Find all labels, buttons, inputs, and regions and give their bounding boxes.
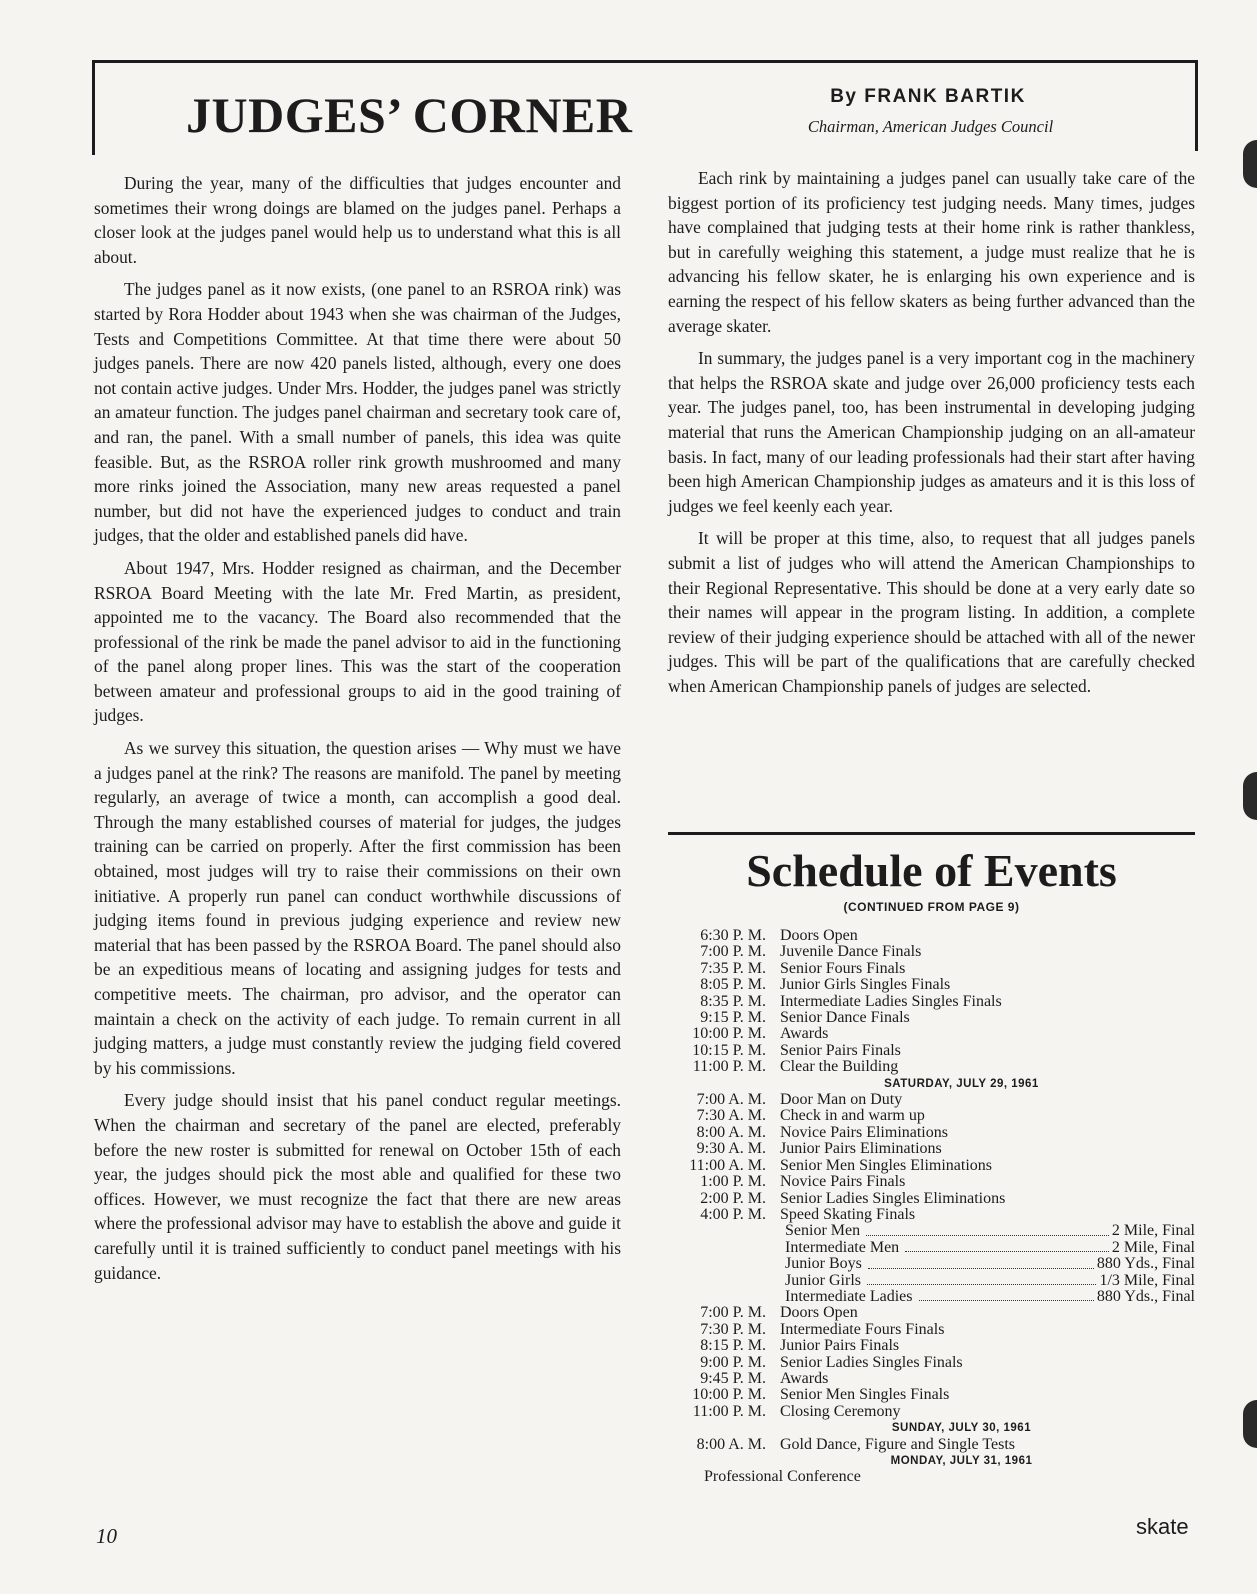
speed-event-distance: 1/3 Mile, Final — [1099, 1271, 1195, 1289]
speed-final-row — [668, 1273, 1195, 1289]
schedule-time: 7:30 P. M. — [700, 1320, 766, 1338]
schedule-time: 9:30 A. M. — [696, 1140, 766, 1158]
binding-hole — [1243, 1400, 1257, 1448]
schedule-row — [668, 1174, 1195, 1190]
schedule-row — [668, 944, 1195, 960]
speed-event-distance: 880 Yds., Final — [1096, 1287, 1195, 1305]
dot-leader — [868, 1256, 1094, 1268]
schedule-time: 7:30 A. M. — [696, 1107, 766, 1125]
speed-event-name: Intermediate Ladies — [785, 1287, 913, 1305]
schedule-time: 11:00 P. M. — [692, 1402, 766, 1420]
article-paragraph: The judges panel as it now exists, (one panel to an RSROA rink) was started by Rora Hodder about 1943 when she was chairman of the Judges, Tests and Competitions Committee. At that time there were about 50 judges panels. There are now 420 panels listed, although, every one does not contain active judges. Under Mrs. Hodder, the judges panel was strictly an amateur function. The judges panel chairman and secretary took care of, and ran, the panel. With a small number of panels, this idea was quite feasible. But, as the RSROA roller rink growth mushroomed and many more rinks joined the Association, many new areas requested a panel number, but did not have the experienced judges to conduct and train judges, that the older and established panels did have. — [94, 279, 621, 546]
schedule-event: Junior Pairs Eliminations — [780, 1140, 942, 1158]
schedule-list — [668, 928, 1195, 1486]
schedule-row — [668, 1191, 1195, 1207]
schedule-event: Doors Open — [780, 927, 858, 944]
article-paragraph: About 1947, Mrs. Hodder resigned as chairman, and the December RSROA Board Meeting with the late Mr. Fred Martin, as president, appointed me to the vacancy. The Board also recommended that the professional of the rink be made the panel advisor to aid in the functioning of the panel along proper lines. This was the start of the cooperation between amateur and professional groups to aid in the good training of judges. — [94, 557, 621, 726]
speed-final-row — [668, 1256, 1195, 1272]
speed-event-distance: 2 Mile, Final — [1111, 1238, 1195, 1256]
schedule-event: Senior Fours Finals — [780, 959, 906, 977]
binding-hole — [1243, 772, 1257, 820]
schedule-row — [668, 961, 1195, 977]
schedule-event: Novice Pairs Eliminations — [780, 1123, 948, 1141]
speed-event-name: Senior Men — [785, 1222, 861, 1240]
schedule-time: 11:00 P. M. — [692, 1058, 766, 1076]
section-divider — [668, 832, 1195, 835]
schedule-row — [668, 1158, 1195, 1174]
schedule-event: Check in and warm up — [780, 1107, 925, 1125]
schedule-event: Juvenile Dance Finals — [780, 943, 922, 961]
speed-event-distance: 2 Mile, Final — [1111, 1222, 1195, 1240]
dot-leader — [867, 1273, 1096, 1285]
schedule-time: 7:00 P. M. — [700, 1304, 766, 1322]
article-paragraph: It will be proper at this time, also, to request that all judges panels submit a list of judges who will attend the American Championships to their Regional Representative. This should be done at a very early date so their names will appear in the program listing. In addition, a complete review of their judging experience should be attached with all of the newer judges. This will be part of the qualifications that are carefully checked when American Championship panels of judges are selected. — [668, 528, 1195, 696]
schedule-event: Novice Pairs Finals — [780, 1173, 906, 1191]
schedule-time: 7:00 A. M. — [696, 1091, 766, 1109]
schedule-event: Junior Girls Singles Finals — [780, 976, 951, 994]
schedule-event: Awards — [780, 1369, 829, 1387]
article-paragraph: Every judge should insist that his panel conduct regular meetings. When the chairman and secretary of the panel are elected, preferably before the new roster is submitted for renewal on October 15th of each year, the judges should pick the most able and qualified for these two offices. However, we must recognize the fact that there are new areas where the professional advisor may have to establish the above and guide it carefully until it is trained sufficiently to conduct panel meetings with his guidance. — [94, 1090, 621, 1283]
schedule-row — [668, 1043, 1195, 1059]
schedule-time: 1:00 P. M. — [700, 1173, 766, 1191]
speed-final-row — [668, 1240, 1195, 1256]
speed-event-name: Intermediate Men — [785, 1238, 900, 1256]
schedule-time: 8:00 A. M. — [696, 1123, 766, 1141]
article-paragraph: As we survey this situation, the question arises — Why must we have a judges panel at the rink? The reasons are manifold. The panel by meeting regularly, an average of twice a month, can accomplish a good deal. Through the many established courses of material for judges, the judges training can be carried on properly. After the first commission has been obtained, most judges will try to raise their commissions on their own initiative. A properly run panel can conduct worthwhile discussions of judging items found in previous judging experience and review new material that has been passed by the RSROA Board. The panel should also be an expeditious means of locating and assigning judges for tests and competitive meets. The chairman, pro advisor, and the operator can maintain a check on the activity of each judge. To remain current in all judging matters, a judge must constantly review the judging field covered by his commissions. — [94, 738, 621, 1078]
schedule-event: Intermediate Fours Finals — [780, 1320, 945, 1338]
schedule-time: 9:15 P. M. — [700, 1009, 766, 1027]
schedule-row — [668, 1125, 1195, 1141]
schedule-event: Doors Open — [780, 1304, 858, 1322]
schedule-time: 10:00 P. M. — [692, 1025, 766, 1043]
speed-event-name: Junior Girls — [785, 1271, 861, 1289]
schedule-row — [668, 1141, 1195, 1157]
schedule-event: Junior Pairs Finals — [780, 1337, 900, 1355]
schedule-row — [668, 994, 1195, 1010]
dot-leader — [905, 1240, 1109, 1252]
schedule-time: 11:00 A. M. — [689, 1156, 766, 1174]
schedule-event: Awards — [780, 1025, 829, 1043]
schedule-event: Door Man on Duty — [780, 1091, 903, 1109]
schedule-time: 9:00 P. M. — [700, 1353, 766, 1371]
article-paragraph: During the year, many of the difficulties that judges encounter and sometimes their wrong doings are blamed on the judges panel. Perhaps a closer look at the judges panel would help us to understand what this is all about. — [94, 173, 621, 267]
schedule-row — [668, 1092, 1195, 1108]
schedule-row — [668, 1305, 1195, 1321]
schedule-time: 8:05 P. M. — [700, 976, 766, 994]
schedule-row — [668, 1059, 1195, 1075]
schedule-event: Speed Skating Finals — [780, 1205, 916, 1223]
article-paragraph: In summary, the judges panel is a very important cog in the machinery that helps the RSROA skate and judge over 26,000 proficiency tests each year. The judges panel, too, has been instrumental in developing judging material that runs the American Championship judging on an all-amateur basis. In fact, many of our leading professionals had their start after having been high American Championship judges as amateurs and it is this loss of judges we feel keenly each year. — [668, 348, 1195, 516]
schedule-row — [668, 1387, 1195, 1403]
magazine-name: skate — [1136, 1514, 1189, 1539]
schedule-time: 8:35 P. M. — [700, 992, 766, 1010]
schedule-time: 6:30 P. M. — [700, 927, 766, 944]
schedule-day-heading: SUNDAY, JULY 30, 1961 — [891, 1422, 1032, 1435]
continued-note: (CONTINUED FROM PAGE 9) — [843, 900, 1020, 914]
schedule-event: Clear the Building — [780, 1058, 899, 1076]
dot-leader — [866, 1223, 1109, 1235]
schedule-event: Closing Ceremony — [780, 1402, 901, 1420]
schedule-row — [668, 1437, 1195, 1453]
schedule-row — [668, 1338, 1195, 1354]
schedule-event: Senior Pairs Finals — [780, 1041, 901, 1059]
schedule-row — [668, 1404, 1195, 1420]
schedule-row — [668, 1010, 1195, 1026]
schedule-row — [668, 977, 1195, 993]
schedule-row — [668, 1026, 1195, 1042]
binding-hole — [1243, 140, 1257, 188]
schedule-row — [668, 1355, 1195, 1371]
schedule-event: Senior Men Singles Eliminations — [780, 1156, 992, 1174]
schedule-event: Gold Dance, Figure and Single Tests — [780, 1435, 1015, 1453]
article-column-left — [94, 171, 621, 1293]
schedule-row — [668, 1322, 1195, 1338]
schedule-time: 2:00 P. M. — [700, 1189, 766, 1207]
schedule-row — [668, 1108, 1195, 1124]
schedule-row — [668, 928, 1195, 944]
schedule-time: 7:35 P. M. — [700, 959, 766, 977]
schedule-final-item: Professional Conference — [704, 1468, 861, 1486]
article-column-right — [668, 166, 1195, 706]
author-role: Chairman, American Judges Council — [807, 117, 1054, 136]
page-number: 10 — [96, 1524, 117, 1548]
schedule-row — [668, 1207, 1195, 1223]
speed-event-distance: 880 Yds., Final — [1096, 1255, 1195, 1273]
schedule-time: 9:45 P. M. — [700, 1369, 766, 1387]
schedule-time: 7:00 P. M. — [700, 943, 766, 961]
schedule-event: Senior Dance Finals — [780, 1009, 910, 1027]
schedule-time: 10:00 P. M. — [692, 1386, 766, 1404]
speed-event-name: Junior Boys — [785, 1255, 862, 1273]
schedule-event: Senior Men Singles Finals — [780, 1386, 950, 1404]
dot-leader — [919, 1289, 1094, 1301]
schedule-event: Senior Ladies Singles Eliminations — [780, 1189, 1006, 1207]
schedule-title: Schedule of Events — [746, 845, 1117, 896]
schedule-day-heading: SATURDAY, JULY 29, 1961 — [884, 1077, 1039, 1090]
schedule-row — [668, 1371, 1195, 1387]
schedule-time: 10:15 P. M. — [692, 1041, 766, 1059]
schedule-time: 4:00 P. M. — [700, 1205, 766, 1223]
speed-final-row — [668, 1223, 1195, 1239]
page-title: JUDGES’ CORNER — [186, 87, 633, 143]
article-paragraph: Each rink by maintaining a judges panel can usually take care of the biggest portion of its proficiency test judging needs. Many times, judges have complained that judging tests at their home rink is rather thankless, but in carefully weighing this statement, a judge must realize that he is advancing his fellow skater, he is enlarging his own experience and is earning the respect of his fellow skaters as being further advanced than the average skater. — [668, 168, 1195, 336]
schedule-event: Intermediate Ladies Singles Finals — [780, 992, 1002, 1010]
speed-final-row — [668, 1289, 1195, 1305]
schedule-event: Senior Ladies Singles Finals — [780, 1353, 963, 1371]
author-byline: By FRANK BARTIK — [830, 86, 1026, 107]
schedule-day-heading: MONDAY, JULY 31, 1961 — [890, 1455, 1033, 1467]
schedule-time: 8:15 P. M. — [700, 1337, 766, 1355]
schedule-time: 8:00 A. M. — [696, 1435, 766, 1453]
